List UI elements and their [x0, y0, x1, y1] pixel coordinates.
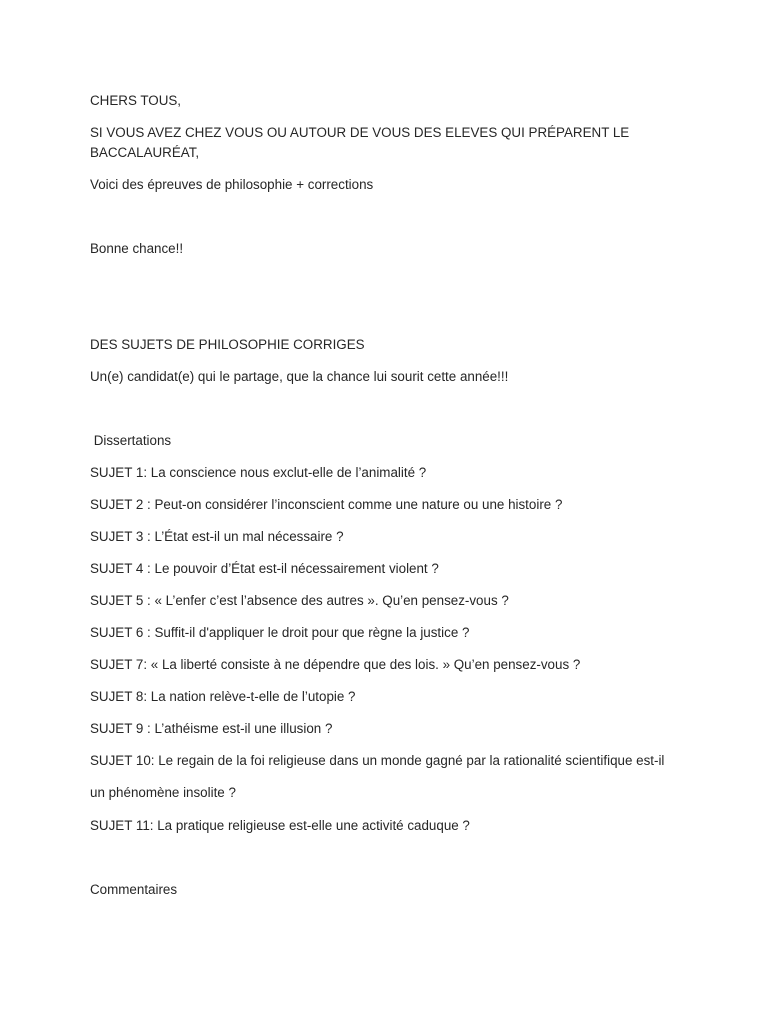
wish-line: Bonne chance!! [90, 241, 184, 256]
commentaires-heading: Commentaires [90, 882, 178, 897]
subject-line: SUJET 6 : Suffit-il d'appliquer le droit pour que règne la justice ? [90, 625, 470, 640]
greeting: CHERS TOUS, [90, 93, 182, 108]
subject-line: SUJET 5 : « L’enfer c’est l’absence des autres ». Qu’en pensez-vous ? [90, 593, 509, 608]
section-title: DES SUJETS DE PHILOSOPHIE CORRIGES [90, 337, 365, 352]
dissertations-heading: Dissertations [90, 433, 172, 448]
subject-line-continued: un phénomène insolite ? [90, 785, 236, 800]
subject-line: SUJET 3 : L’État est-il un mal nécessaire ? [90, 529, 344, 544]
announce-line: Voici des épreuves de philosophie + corrections [90, 177, 374, 192]
subject-line: SUJET 7: « La liberté consiste à ne dépendre que des lois. » Qu’en pensez-vous ? [90, 657, 581, 672]
subject-line: SUJET 8: La nation relève-t-elle de l’utopie ? [90, 689, 356, 704]
intro-paragraph: SI VOUS AVEZ CHEZ VOUS OU AUTOUR DE VOUS DES ELEVES QUI PRÉPARENT LE BACCALAURÉAT, [90, 125, 630, 160]
subject-line: SUJET 1: La conscience nous exclut-elle de l’animalité ? [90, 465, 427, 480]
subject-line: SUJET 9 : L’athéisme est-il une illusion ? [90, 721, 333, 736]
subject-line: SUJET 4 : Le pouvoir d’État est-il nécessairement violent ? [90, 561, 439, 576]
subject-line: SUJET 2 : Peut-on considérer l’inconscient comme une nature ou une histoire ? [90, 497, 563, 512]
subject-line: SUJET 10: Le regain de la foi religieuse dans un monde gagné par la rationalité scientifique est-il [90, 753, 665, 768]
share-line: Un(e) candidat(e) qui le partage, que la chance lui sourit cette année!!! [90, 369, 509, 384]
subject-line: SUJET 11: La pratique religieuse est-elle une activité caduque ? [90, 818, 470, 833]
